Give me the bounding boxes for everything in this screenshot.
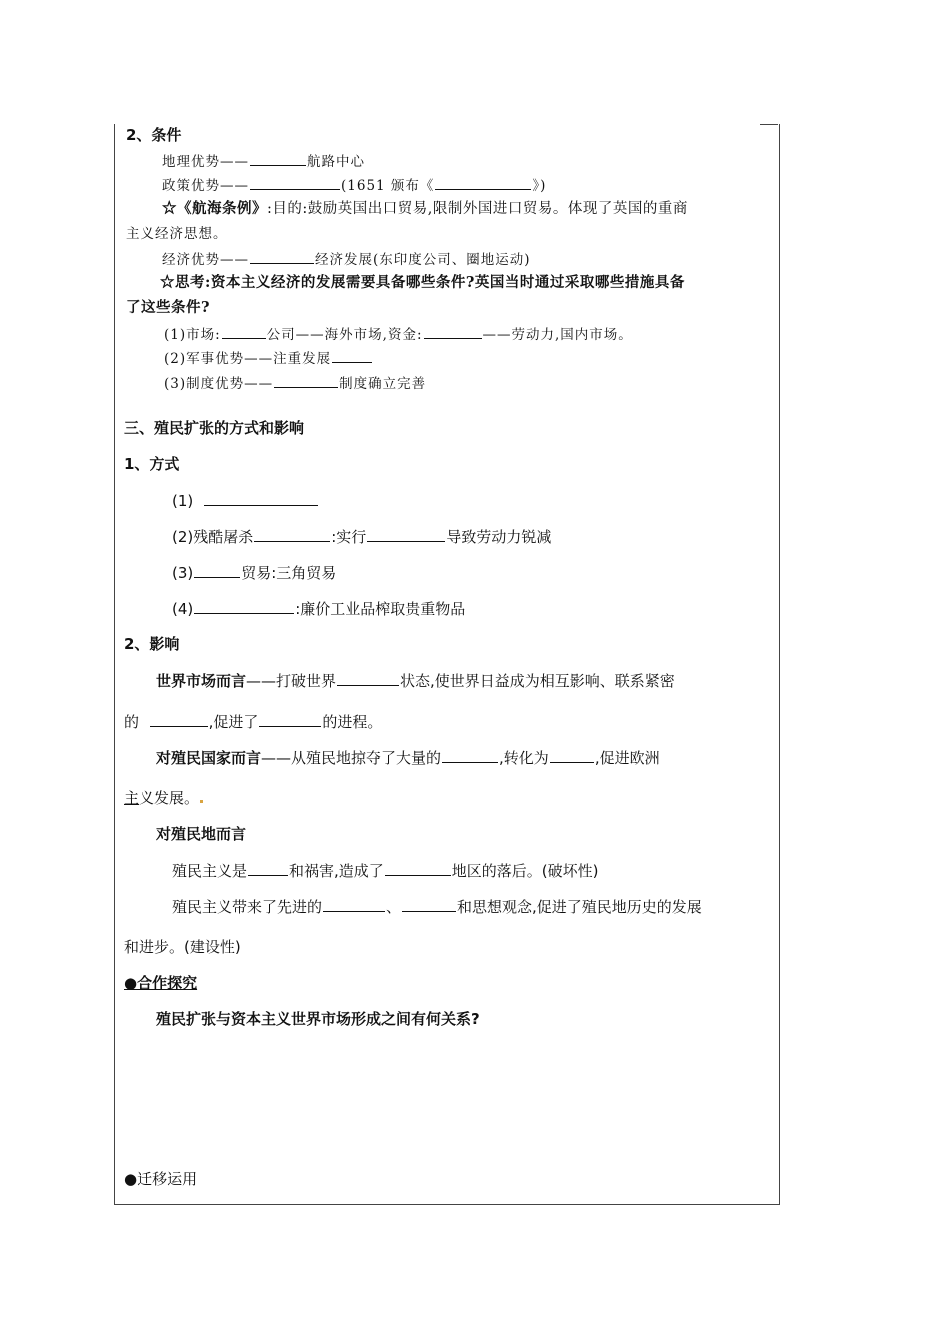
fill-blank[interactable]: [250, 248, 314, 264]
condition-2-label: (2)军事优势——: [164, 351, 274, 367]
frame-corner-line: [760, 124, 778, 125]
navigation-act-text: :目的:鼓励英国出口贸易,限制外国进口贸易。体现了英国的重商: [267, 201, 688, 217]
cooperation-question: 殖民扩张与资本主义世界市场形成之间有何关系?: [156, 1010, 480, 1028]
impact-title: 2、影响: [124, 635, 180, 653]
colonial-country-line-2: [124, 788, 204, 808]
world-market-text-3: 的: [124, 713, 140, 731]
transfer-title: ●迁移运用: [124, 1170, 198, 1188]
fill-blank[interactable]: [248, 860, 288, 876]
method-2-end: 导致劳动力锐减: [446, 528, 552, 546]
fill-blank[interactable]: [194, 598, 294, 614]
fill-blank[interactable]: [367, 526, 445, 542]
fill-blank[interactable]: [254, 526, 330, 542]
colonial-country-head: 对殖民国家而言: [156, 749, 262, 767]
fill-blank[interactable]: [323, 896, 385, 912]
colony-text-4: 殖民主义带来了先进的: [172, 898, 323, 916]
policy-advantage-line: [162, 174, 546, 196]
economic-advantage-line: [162, 248, 531, 270]
colony-text-2: 和祸害,造成了: [289, 862, 384, 880]
world-market-text-5: 的进程。: [322, 713, 383, 731]
methods-title: 1、方式: [124, 455, 180, 473]
fill-blank[interactable]: [402, 896, 456, 912]
cooperation-title: ●合作探究: [124, 974, 198, 992]
fill-blank[interactable]: [250, 150, 306, 166]
fill-blank[interactable]: [250, 174, 340, 190]
fill-blank[interactable]: [204, 490, 318, 506]
colony-text-6: 和思想观念,促进了殖民地历史的发展: [457, 898, 702, 916]
method-3-text: 贸易:三角贸易: [241, 564, 337, 582]
geo-label: 地理优势——: [162, 154, 249, 170]
world-market-line: [156, 670, 675, 691]
colony-destructive-line: [172, 860, 599, 881]
world-market-text: ——打破世界: [246, 672, 337, 690]
colony-text-5: 、: [386, 898, 402, 916]
think-question-line-2: 了这些条件?: [126, 299, 210, 316]
method-item-3: [172, 562, 336, 583]
mark-dot: [200, 800, 203, 803]
colonial-country-line: [156, 747, 660, 768]
section-three-title: 三、殖民扩张的方式和影响: [124, 419, 305, 437]
policy-text-end: 》): [532, 178, 547, 194]
method-item-2: [172, 526, 551, 547]
method-2-label: (2)残酷屠杀: [172, 528, 254, 546]
condition-1-end: ——劳动力,国内市场。: [482, 327, 633, 343]
navigation-act-title: ☆《航海条例》: [162, 200, 267, 217]
fill-blank[interactable]: [424, 323, 482, 339]
condition-2-text: 注重发展: [273, 351, 332, 367]
colonial-country-text-2: ,转化为: [499, 749, 549, 767]
condition-item-1: [164, 323, 633, 345]
colonial-country-text-5: 义发展。: [139, 789, 200, 807]
section-conditions-title: 2、条件: [126, 126, 182, 144]
condition-3-label: (3)制度优势——: [164, 376, 274, 392]
colony-constructive-line: [172, 896, 702, 917]
condition-item-2: [164, 347, 373, 369]
method-item-4: [172, 598, 465, 619]
fill-blank[interactable]: [442, 747, 498, 763]
fill-blank[interactable]: [337, 670, 399, 686]
method-3-label: (3): [172, 564, 194, 582]
navigation-act-line-2: 主义经济思想。: [126, 226, 228, 242]
colonial-country-text: ——从殖民地掠夺了大量的: [261, 749, 442, 767]
colonial-country-text-4: 主: [124, 789, 140, 807]
world-market-text-4: ,促进了: [208, 713, 259, 731]
fill-blank[interactable]: [222, 323, 266, 339]
geo-advantage-line: [162, 150, 365, 172]
fill-blank[interactable]: [550, 747, 594, 763]
colony-text-3: 地区的落后。(破坏性): [451, 862, 599, 880]
colony-text-1: 殖民主义是: [172, 862, 248, 880]
geo-text: 航路中心: [307, 154, 365, 170]
condition-1-label: (1)市场:: [164, 327, 221, 343]
navigation-act-line: [162, 199, 688, 219]
economic-label: 经济优势——: [162, 252, 249, 268]
method-1-label: (1): [172, 492, 194, 510]
condition-item-3: [164, 372, 426, 394]
fill-blank[interactable]: [259, 711, 321, 727]
policy-text: (1651 颁布《: [341, 178, 435, 194]
world-market-line-2: [124, 711, 382, 732]
condition-3-text: 制度确立完善: [339, 376, 427, 392]
fill-blank[interactable]: [385, 860, 451, 876]
world-market-head: 世界市场而言: [156, 672, 247, 690]
method-4-text: :廉价工业品榨取贵重物品: [295, 600, 466, 618]
fill-blank[interactable]: [435, 174, 531, 190]
colonial-country-text-3: ,促进欧洲: [594, 749, 660, 767]
colony-head: 对殖民地而言: [156, 825, 247, 843]
fill-blank[interactable]: [150, 711, 208, 727]
method-item-1: [172, 490, 319, 511]
colony-constructive-line-2: 和进步。(建设性): [124, 938, 241, 956]
world-market-text-2: 状态,使世界日益成为相互影响、联系紧密: [400, 672, 675, 690]
fill-blank[interactable]: [332, 347, 372, 363]
think-question-line-1: ☆思考:资本主义经济的发展需要具备哪些条件?英国当时通过采取哪些措施具备: [160, 274, 685, 291]
economic-text: 经济发展(东印度公司、圈地运动): [315, 252, 531, 268]
condition-1-text: 公司——海外市场,资金:: [266, 327, 423, 343]
policy-label: 政策优势——: [162, 178, 249, 194]
method-4-label: (4): [172, 600, 194, 618]
fill-blank[interactable]: [194, 562, 240, 578]
method-2-text: :实行: [331, 528, 367, 546]
fill-blank[interactable]: [274, 372, 338, 388]
